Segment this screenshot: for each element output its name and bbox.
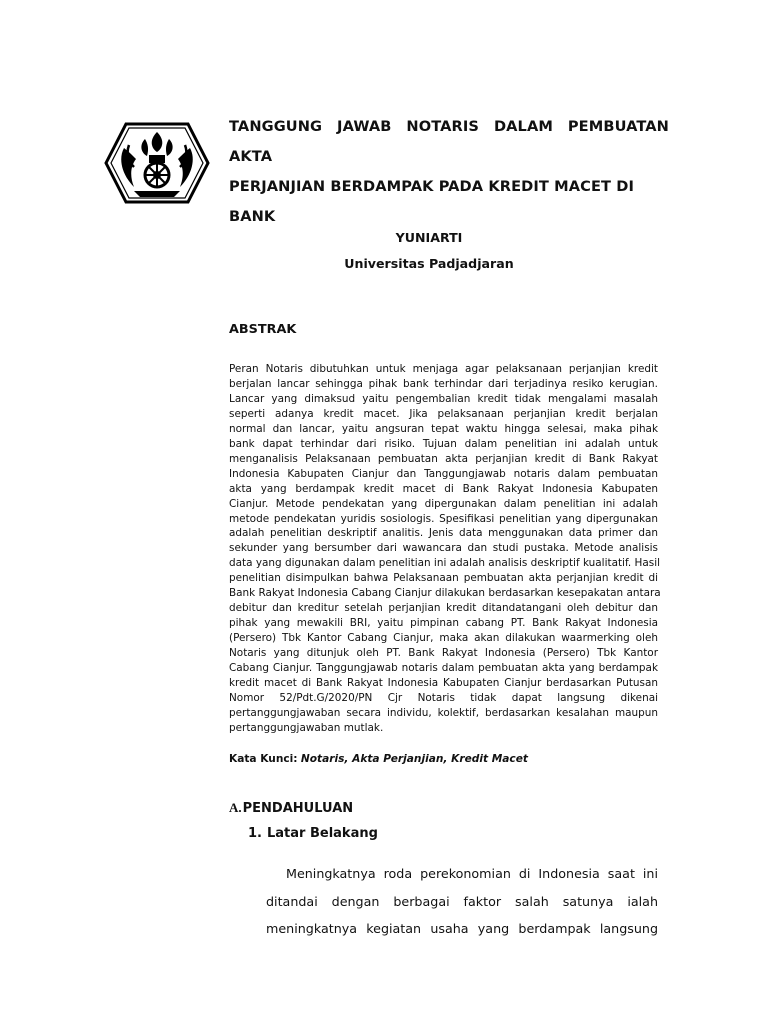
keywords-label: Kata Kunci: [229, 753, 298, 765]
abstract-line: sekunder yang bersumber dari wawancara dan studi pustaka. Metode analisis [229, 542, 658, 555]
body-line: ditandai dengan berbagai faktor salah satunya ialah [266, 893, 658, 909]
keywords [229, 753, 528, 765]
abstract-line: Indonesia Kabupaten Cianjur dan Tanggungjawab notaris dalam pembuatan [229, 467, 658, 480]
abstract-line: pertanggungjawaban secara individu, kolektif, berdasarkan kesalahan maupun [229, 706, 658, 719]
keywords-values: Notaris, Akta Perjanjian, Kredit Macet [300, 753, 528, 765]
abstract-line: Notaris yang ditunjuk oleh PT. Bank Rakyat Indonesia (Persero) Tbk Kantor [229, 647, 658, 660]
abstract-line: Bank Rakyat Indonesia Cabang Cianjur dilakukan berdasarkan kesepakatan antara [229, 587, 661, 600]
abstract-line: Cabang Cianjur. Tanggungjawab notaris dalam pembuatan akta yang berdampak [229, 662, 658, 675]
body-line: meningkatnya kegiatan usaha yang berdampak langsung [266, 921, 658, 937]
abstract-text [229, 362, 661, 736]
abstract-line: adalah penelitian deskriptif analitis. Jenis data menggunakan data primer dan [229, 527, 658, 540]
abstract-line: akta yang berdampak kredit macet di Bank Rakyat Indonesia Kabupaten [229, 482, 658, 495]
abstract-line: pertanggungjawaban mutlak. [229, 721, 384, 734]
paper-title [229, 112, 669, 232]
body-paragraph [266, 860, 658, 943]
abstract-line: kredit macet di Bank Rakyat Indonesia Kabupaten Cianjur berdasarkan Putusan [229, 677, 658, 690]
university-seal-icon [104, 115, 210, 211]
abstract-line: (Persero) Tbk Kantor Cabang Cianjur, maka akan dilakukan waarmerking oleh [229, 632, 658, 645]
abstract-line: data yang digunakan dalam penelitian ini adalah analisis deskriptif kualitatif. Hasil [229, 557, 660, 570]
body-line: Meningkatnya roda perekonomian di Indonesia saat ini [286, 866, 658, 881]
abstract-heading: ABSTRAK [229, 322, 297, 337]
subsection-title: Latar Belakang [267, 826, 378, 841]
abstract-line: Lancar yang dimaksud yaitu pengembalian kredit tidak mengalami masalah [229, 392, 658, 405]
subsection-number: 1. [248, 826, 262, 841]
abstract-line: seperti adanya kredit macet. Jika pelaksanaan perjanjian kredit berjalan [229, 407, 658, 420]
abstract-line: metode pendekatan yuridis sosiologis. Spesifikasi penelitian yang dipergunakan [229, 512, 658, 525]
section-title: PENDAHULUAN [242, 801, 354, 816]
title-line-1: TANGGUNG JAWAB NOTARIS DALAM PEMBUATAN AKTA [229, 118, 669, 165]
subsection-heading [248, 826, 378, 841]
abstract-line: debitur dan kreditur setelah perjanjian kredit ditandatangani oleh debitur dan [229, 602, 658, 615]
abstract-line: bank dapat terhindar dari risiko. Tujuan dalam penelitian ini adalah untuk [229, 437, 658, 450]
abstract-line: pihak yang mewakili BRI, yaitu pimpinan cabang PT. Bank Rakyat Indonesia [229, 617, 658, 630]
abstract-line: penelitian disimpulkan bahwa Pelaksanaan pembuatan akta perjanjian kredit di [229, 572, 658, 585]
abstract-line: normal dan lancar, yaitu angsuran tepat waktu hingga selesai, maka pihak [229, 422, 658, 435]
section-marker: A. [229, 800, 242, 815]
abstract-line: berjalan lancar sehingga pihak bank terhindar dari terjadinya resiko kerugian. [229, 377, 658, 390]
abstract-line: Cianjur. Metode pendekatan yang dipergunakan dalam penelitian ini adalah [229, 497, 658, 510]
abstract-line: Nomor 52/Pdt.G/2020/PN Cjr Notaris tidak dapat langsung dikenai [229, 691, 658, 704]
abstract-line: menganalisis Pelaksanaan pembuatan akta perjanjian kredit di Bank Rakyat [229, 452, 658, 465]
abstract-line: Peran Notaris dibutuhkan untuk menjaga agar pelaksanaan perjanjian kredit [229, 363, 658, 375]
title-line-2: PERJANJIAN BERDAMPAK PADA KREDIT MACET DI BANK [229, 178, 634, 225]
section-heading [229, 800, 353, 816]
author-name: YUNIARTI [395, 230, 463, 245]
author-institution: Universitas Padjadjaran [344, 256, 514, 271]
